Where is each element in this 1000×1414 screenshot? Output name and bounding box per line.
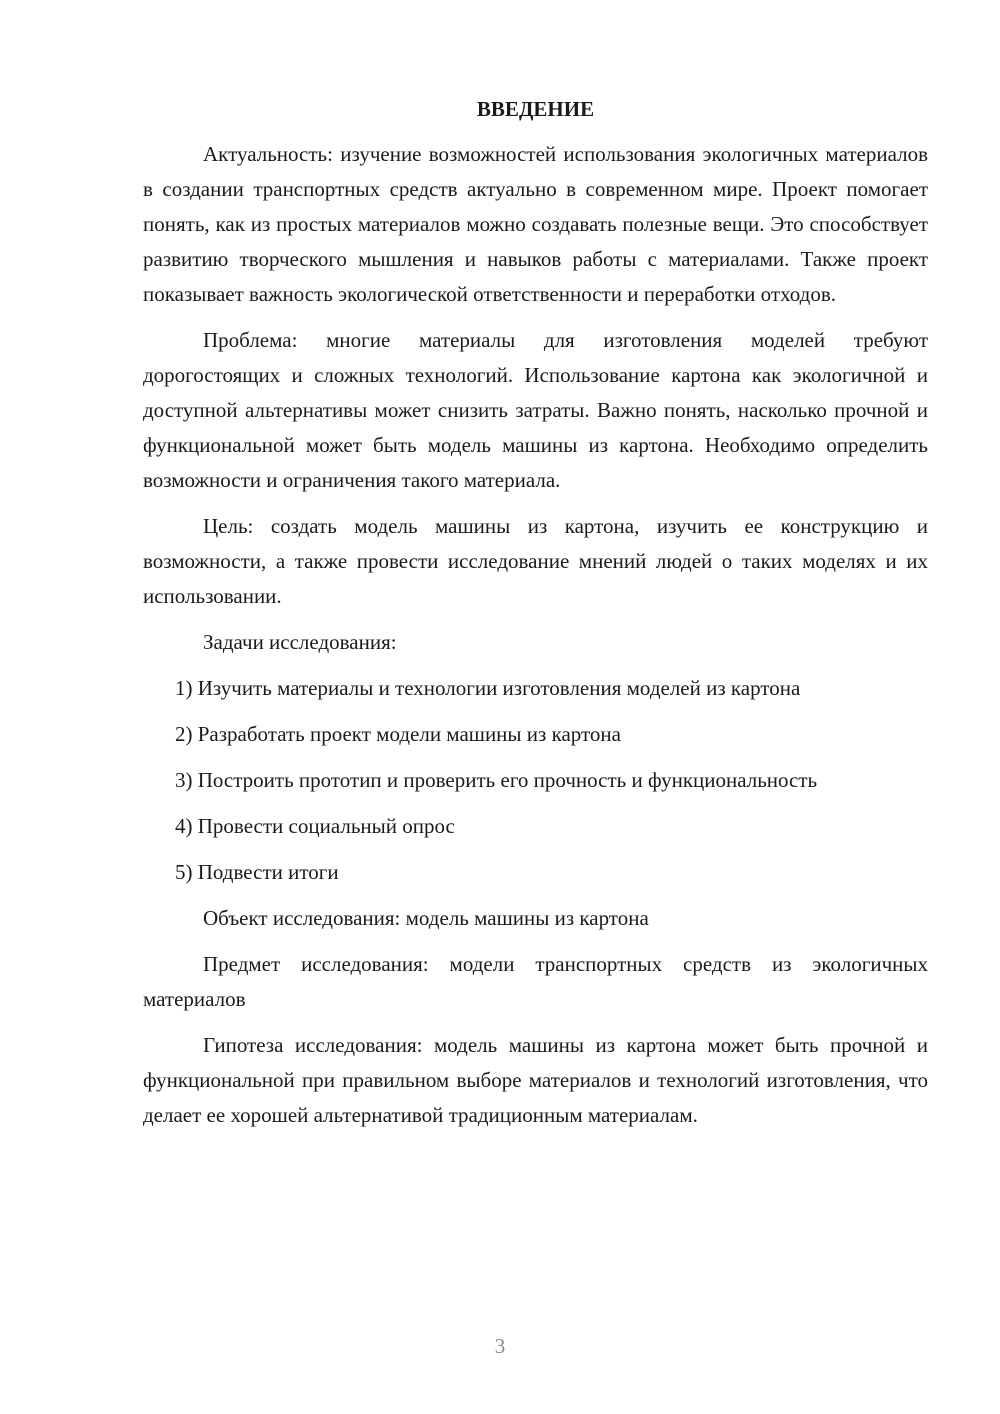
object-paragraph: Объект исследования: модель машины из картона xyxy=(203,906,649,930)
tasks-heading: Задачи исследования: xyxy=(203,630,397,654)
task-item-5: 5) Подвести итоги xyxy=(175,860,339,884)
hypothesis-paragraph: Гипотеза исследования: модель машины из картона может быть прочной и функциональной при правильном выборе материалов и технологий изготовления, что делает ее хорошей альтернативой традиционным материалам. xyxy=(143,1033,928,1127)
goal-paragraph: Цель: создать модель машины из картона, изучить ее конструкцию и возможности, а также провести исследование мнений людей о таких моделях и их использовании. xyxy=(143,514,928,608)
task-item-3: 3) Построить прототип и проверить его прочность и функциональность xyxy=(175,768,818,792)
task-item-4: 4) Провести социальный опрос xyxy=(175,814,455,838)
relevance-paragraph: Актуальность: изучение возможностей использования экологичных материалов в создании транспортных средств актуально в современном мире. Проект помогает понять, как из простых материалов можно создавать полезные вещи. Это способствует развитию творческого мышления и навыков работы с материалами. Также проект показывает важность экологической ответственности и переработки отходов. xyxy=(143,142,928,306)
task-item-2: 2) Разработать проект модели машины из картона xyxy=(175,722,621,746)
problem-paragraph: Проблема: многие материалы для изготовления моделей требуют дорогостоящих и сложных технологий. Использование картона как экологичной и доступной альтернативы может снизить затраты. Важно понять, насколько прочной и функциональной может быть модель машины из картона. Необходимо определить возможности и ограничения такого материала. xyxy=(143,328,928,492)
page-number: 3 xyxy=(494,1334,506,1358)
document-page xyxy=(143,92,928,1144)
section-title: ВВЕДЕНИЕ xyxy=(476,97,595,121)
task-item-1: 1) Изучить материалы и технологии изготовления моделей из картона xyxy=(175,676,801,700)
subject-paragraph: Предмет исследования: модели транспортных средств из экологичных материалов xyxy=(143,952,928,1011)
